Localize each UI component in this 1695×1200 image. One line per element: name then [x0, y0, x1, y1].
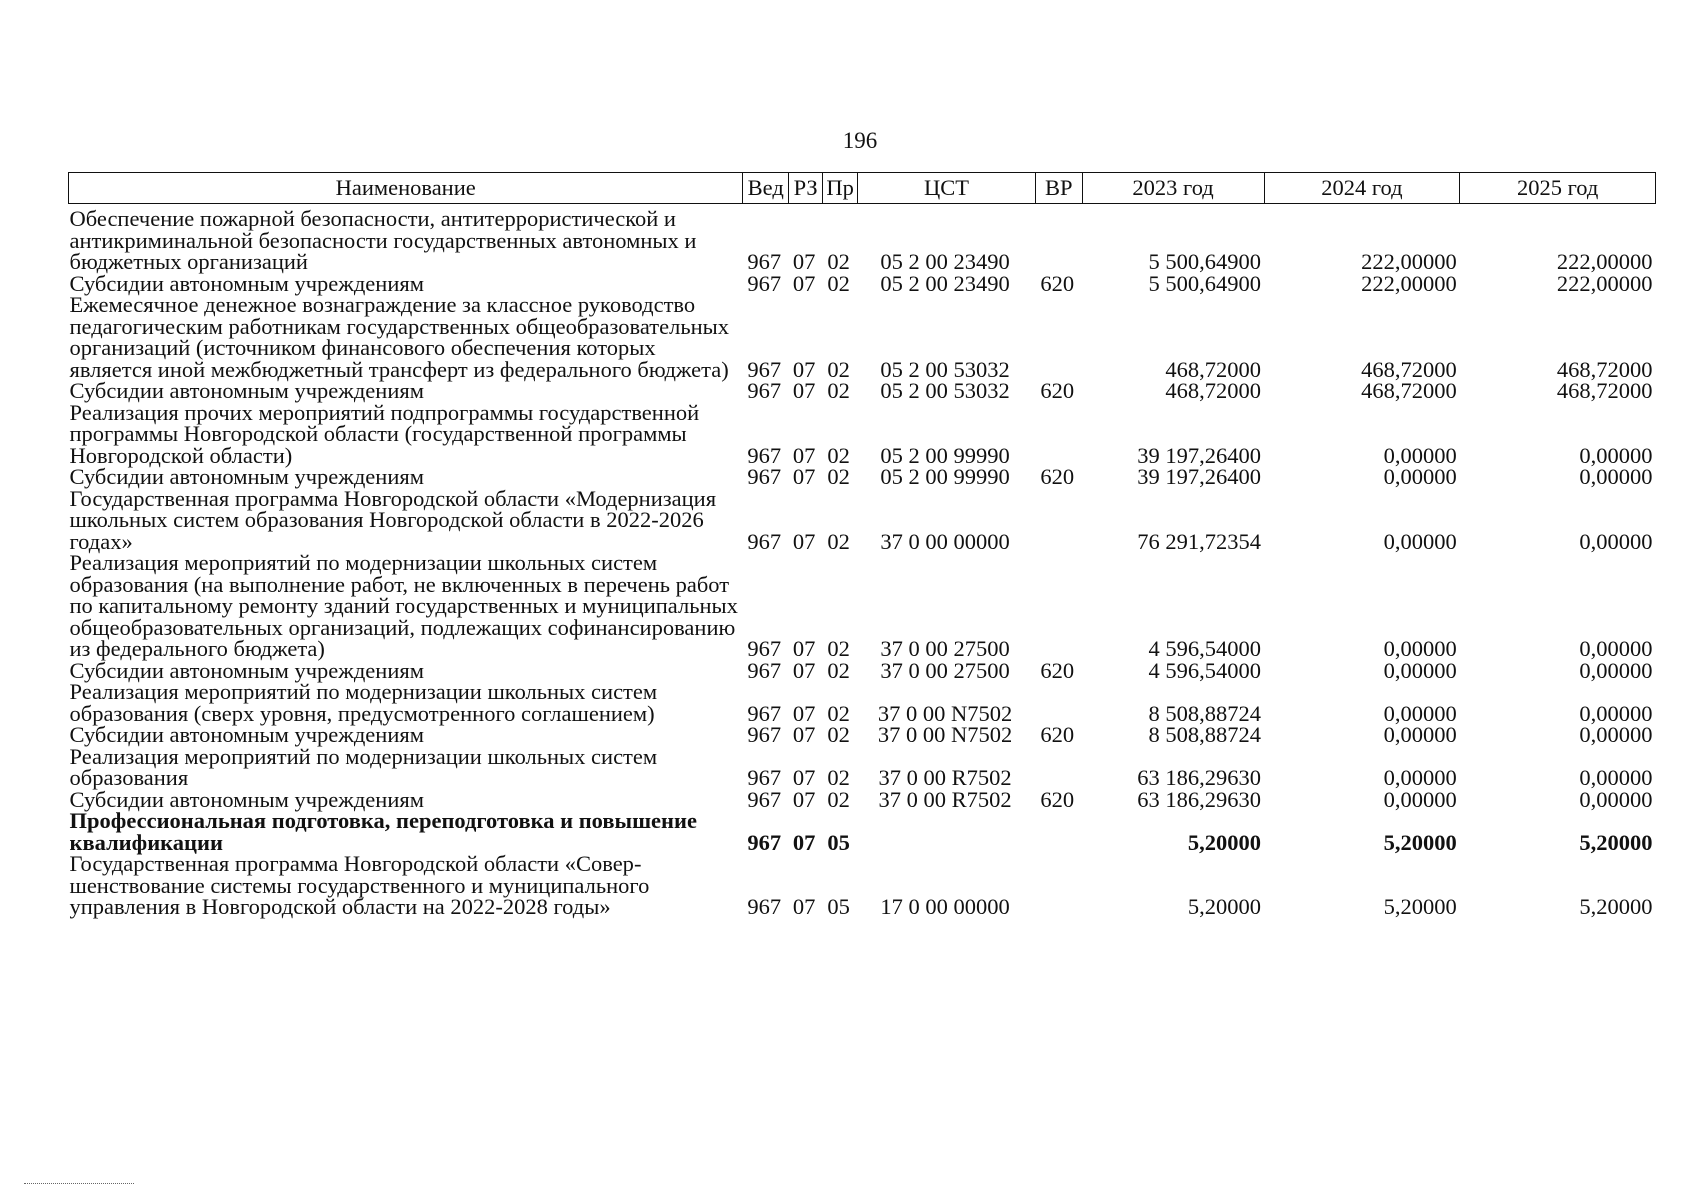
- cell-name: Ежемесячное денежное вознаграждение за классное руководство педагогическим работникам государственных общеобразовательных организаций (источником финансового обеспечения которых является иной межбюджетный трансферт из федерального бюджета): [69, 292, 729, 382]
- cell-2023: 5 500,64900: [1148, 249, 1262, 274]
- cell-2024: 0,00000: [1383, 657, 1457, 683]
- cell-name: Реализация прочих мероприятий подпрограммы государственной программы Новгородской области (государственной программы Новгородской области): [69, 399, 700, 468]
- cell-2024: 0,00000: [1383, 528, 1457, 554]
- cell-rz: 07: [792, 786, 816, 812]
- cell-rz: 07: [792, 356, 816, 382]
- page-number: 196: [842, 128, 878, 153]
- scan-artifact-line: [24, 1183, 134, 1184]
- cell-name: Субсидии автономным учреждениям: [69, 464, 424, 489]
- cell-vr: 620: [1040, 378, 1075, 403]
- cell-ved: 967: [747, 464, 782, 489]
- cell-name: Субсидии автономным учреждениям: [69, 722, 424, 747]
- cell-ved: 967: [747, 894, 782, 919]
- cell-2024: 5,20000: [1383, 829, 1457, 855]
- header-rz: РЗ: [789, 173, 823, 204]
- header-cst: ЦСТ: [858, 173, 1036, 204]
- cell-vr: 620: [1040, 722, 1075, 747]
- cell-ved: 967: [747, 528, 782, 554]
- cell-name: Субсидии автономным учреждениям: [69, 657, 424, 683]
- cell-cst: 05 2 00 23490: [880, 270, 1010, 296]
- header-2023: 2023 год: [1082, 173, 1264, 204]
- header-name: Наименование: [69, 173, 743, 204]
- cell-vr: 620: [1040, 657, 1075, 683]
- cell-name: Реализация мероприятий по модернизации школьных систем образования: [69, 743, 658, 790]
- cell-name: Субсидии автономным учреждениям: [69, 270, 424, 296]
- cell-vr: 620: [1040, 270, 1075, 296]
- cell-rz: 07: [792, 765, 816, 790]
- cell-rz: 07: [792, 829, 816, 855]
- cell-ved: 967: [747, 378, 782, 403]
- header-vr: ВР: [1035, 173, 1082, 204]
- cell-2024: 0,00000: [1383, 464, 1457, 489]
- cell-2024: 468,72000: [1361, 356, 1457, 382]
- cell-2025: 0,00000: [1579, 464, 1653, 489]
- cell-2024: 468,72000: [1361, 378, 1457, 403]
- cell-2025: 0,00000: [1579, 442, 1653, 468]
- cell-2025: 222,00000: [1556, 249, 1653, 274]
- cell-2023: 76 291,72354: [1137, 528, 1262, 554]
- cell-cst: 05 2 00 53032: [880, 356, 1010, 382]
- cell-2023: 39 197,26400: [1137, 464, 1262, 489]
- cell-rz: 07: [792, 464, 816, 489]
- cell-2024: 0,00000: [1383, 442, 1457, 468]
- cell-2025: 0,00000: [1579, 722, 1653, 747]
- table-header: [69, 173, 1656, 209]
- cell-2024: 0,00000: [1383, 722, 1457, 747]
- cell-pr: 02: [827, 657, 850, 683]
- table-row: [69, 660, 1656, 682]
- cell-cst: 05 2 00 99990: [880, 464, 1010, 489]
- cell-2023: 4 596,54000: [1148, 657, 1262, 683]
- cell-pr: 02: [827, 700, 850, 726]
- cell-cst: 37 0 00 R7502: [878, 786, 1012, 812]
- cell-name: Реализация мероприятий по модернизации школьных систем образования (на выполнение работ, не включенных в перечень работ по капитальному ремонту зданий государственных и муниципальных общеобразовательных организаций, подлежащих софинансированию из федерального бюджета): [69, 550, 738, 661]
- cell-cst: 37 0 00 R7502: [878, 765, 1012, 790]
- table-row: [69, 402, 1656, 467]
- cell-pr: 02: [827, 442, 850, 468]
- cell-rz: 07: [792, 378, 816, 403]
- table-row: [69, 724, 1656, 746]
- table-row: [69, 853, 1656, 918]
- cell-cst: 05 2 00 99990: [880, 442, 1010, 468]
- cell-ved: 967: [747, 722, 782, 747]
- cell-cst: 37 0 00 N7502: [877, 700, 1013, 726]
- cell-pr: 02: [827, 765, 850, 790]
- cell-name: Субсидии автономным учреждениям: [69, 378, 424, 403]
- cell-2023: 468,72000: [1165, 378, 1262, 403]
- cell-vr: [1035, 402, 1082, 467]
- cell-cst: 05 2 00 53032: [880, 378, 1010, 403]
- cell-rz: 07: [792, 636, 816, 661]
- header-pr: Пр: [823, 173, 858, 204]
- cell-ved: 967: [747, 270, 782, 296]
- cell-2025: 0,00000: [1579, 765, 1653, 790]
- table-row: [69, 208, 1656, 273]
- cell-cst: [858, 810, 1036, 853]
- cell-2025: 0,00000: [1579, 636, 1653, 661]
- table-row: [69, 273, 1656, 295]
- cell-2023: 4 596,54000: [1148, 636, 1262, 661]
- cell-ved: 967: [747, 636, 782, 661]
- cell-2025: 5,20000: [1579, 894, 1653, 919]
- cell-vr: [1035, 208, 1082, 273]
- cell-2025: 0,00000: [1579, 786, 1653, 812]
- cell-rz: 07: [792, 700, 816, 726]
- table-row: [69, 746, 1656, 789]
- cell-2023: 8 508,88724: [1148, 722, 1262, 747]
- cell-rz: 07: [792, 722, 816, 747]
- cell-pr: 05: [827, 829, 850, 855]
- cell-2024: 5,20000: [1383, 894, 1457, 919]
- cell-pr: 02: [827, 249, 850, 274]
- cell-vr: [1035, 294, 1082, 380]
- cell-2023: 63 186,29630: [1137, 786, 1262, 812]
- cell-2023: 5,20000: [1187, 894, 1262, 919]
- cell-pr: 02: [827, 464, 850, 489]
- cell-2024: 0,00000: [1383, 765, 1457, 790]
- table-row: [69, 552, 1656, 660]
- cell-rz: 07: [792, 249, 816, 274]
- cell-ved: 967: [747, 356, 782, 382]
- cell-pr: 02: [827, 786, 850, 812]
- cell-2024: 0,00000: [1383, 700, 1457, 726]
- cell-vr: [1035, 681, 1082, 724]
- cell-2025: 0,00000: [1579, 700, 1653, 726]
- cell-vr: 620: [1040, 464, 1075, 489]
- cell-vr: [1035, 746, 1082, 789]
- cell-ved: 967: [747, 249, 782, 274]
- cell-2023: 5,20000: [1187, 829, 1262, 855]
- cell-rz: 07: [792, 442, 816, 468]
- cell-pr: 02: [827, 356, 850, 382]
- cell-vr: [1035, 810, 1082, 853]
- table-row: [69, 810, 1656, 853]
- cell-pr: 02: [827, 378, 850, 403]
- cell-ved: 967: [747, 765, 782, 790]
- cell-rz: 07: [792, 657, 816, 683]
- cell-2023: 8 508,88724: [1148, 700, 1262, 726]
- cell-2025: 222,00000: [1556, 270, 1653, 296]
- cell-ved: 967: [747, 700, 782, 726]
- cell-ved: 967: [747, 442, 782, 468]
- cell-ved: 967: [747, 786, 782, 812]
- cell-2025: 5,20000: [1579, 829, 1653, 855]
- cell-vr: [1035, 552, 1082, 660]
- cell-2023: 468,72000: [1165, 356, 1262, 382]
- cell-name: Реализация мероприятий по модернизации школьных систем образования (сверх уровня, предусмотренного соглашением): [69, 679, 658, 726]
- cell-pr: 02: [827, 528, 850, 554]
- cell-2025: 0,00000: [1579, 657, 1653, 683]
- budget-table: [68, 172, 1656, 918]
- cell-name: Профессиональная подготовка, переподготовка и повышение квалификации: [69, 808, 697, 855]
- table-row: [69, 380, 1656, 402]
- cell-2024: 222,00000: [1361, 270, 1457, 296]
- cell-2025: 468,72000: [1556, 356, 1653, 382]
- cell-name: Государственная программа Новгородской области «Модернизация школьных систем образования Новгородской области в 2022-2026 годах»: [69, 485, 717, 554]
- cell-vr: [1035, 853, 1082, 918]
- table-row: [69, 466, 1656, 488]
- cell-2023: 63 186,29630: [1137, 765, 1262, 790]
- cell-vr: [1035, 488, 1082, 553]
- table-row: [69, 488, 1656, 553]
- cell-vr: 620: [1040, 786, 1075, 812]
- cell-name: Обеспечение пожарной безопасности, антитеррористической и антикриминальной безопасности государственных автономных и бюджетных организаций: [69, 206, 697, 274]
- cell-cst: 17 0 00 00000: [880, 894, 1010, 919]
- cell-cst: 37 0 00 27500: [880, 657, 1010, 683]
- table-body: [69, 208, 1656, 918]
- cell-cst: 05 2 00 23490: [880, 249, 1010, 274]
- table-row: [69, 789, 1656, 811]
- header-2024: 2024 год: [1264, 173, 1460, 204]
- cell-ved: 967: [747, 657, 782, 683]
- cell-rz: 07: [792, 270, 816, 296]
- header-2025: 2025 год: [1460, 173, 1656, 204]
- cell-2025: 0,00000: [1579, 528, 1653, 554]
- cell-ved: 967: [747, 829, 782, 855]
- cell-2024: 222,00000: [1361, 249, 1457, 274]
- cell-rz: 07: [792, 894, 816, 919]
- table-row: [69, 294, 1656, 380]
- cell-2024: 0,00000: [1383, 786, 1457, 812]
- cell-2023: 5 500,64900: [1148, 270, 1262, 296]
- cell-pr: 02: [827, 270, 850, 296]
- cell-2024: 0,00000: [1383, 636, 1457, 661]
- cell-cst: 37 0 00 27500: [880, 636, 1010, 661]
- cell-rz: 07: [792, 528, 816, 554]
- cell-pr: 02: [827, 636, 850, 661]
- cell-pr: 05: [827, 894, 850, 919]
- cell-cst: 37 0 00 N7502: [877, 722, 1013, 747]
- cell-2025: 468,72000: [1556, 378, 1653, 403]
- cell-2023: 39 197,26400: [1137, 442, 1262, 468]
- cell-name: Субсидии автономным учреждениям: [69, 786, 424, 812]
- cell-name: Государственная программа Новгородской области «Совершенствование системы государственного и муниципального управления в Новгородской области на 2022-2028 годы»: [69, 851, 650, 919]
- cell-cst: 37 0 00 00000: [880, 528, 1010, 554]
- header-ved: Вед: [743, 173, 789, 204]
- table-row: [69, 681, 1656, 724]
- cell-pr: 02: [827, 722, 850, 747]
